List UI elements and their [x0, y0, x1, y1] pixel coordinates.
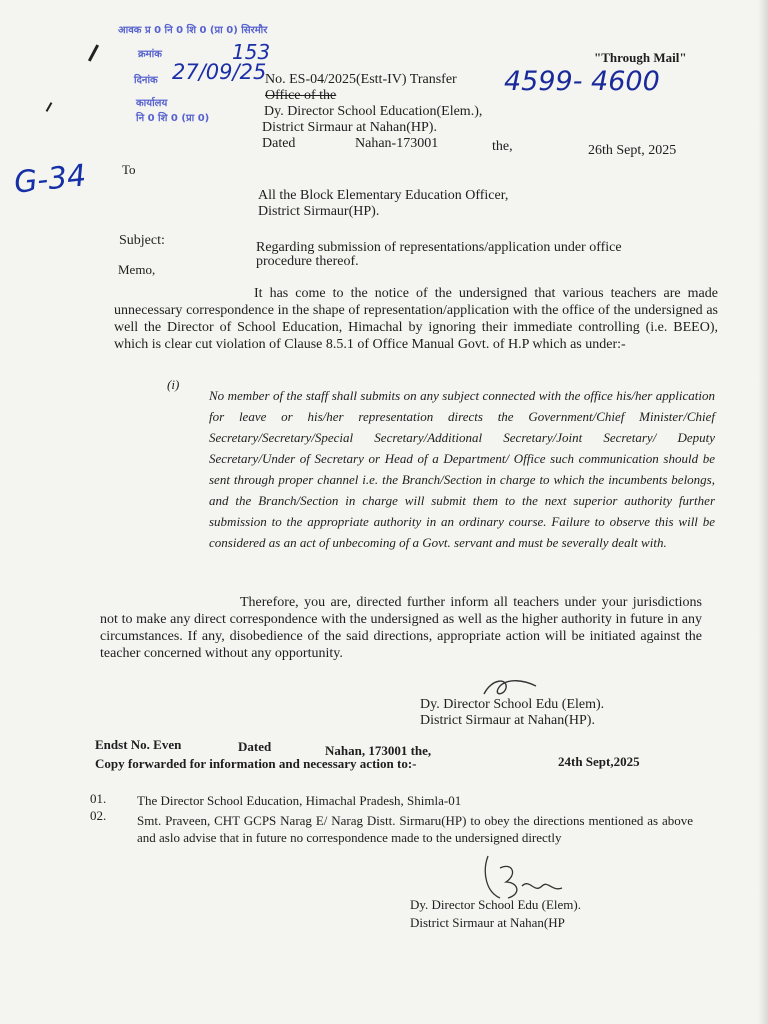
endorsement-dated: Dated [238, 739, 272, 754]
page-edge-shadow [758, 0, 768, 1024]
endorsement-date: 24th Sept,2025 [558, 754, 640, 769]
addressee-line1: All the Block Elementary Education Officer, [258, 188, 509, 203]
subject-line2: procedure thereof. [256, 254, 359, 269]
endorsement-number: Endst No. Even [95, 737, 182, 752]
handwritten-number-range: 4599- 4600 [504, 66, 660, 97]
copy-forwarded-line: Copy forwarded for information and necessary action to:- [95, 756, 417, 771]
copy-item-number: 01. [90, 791, 107, 806]
receipt-stamp-line1: आवक प्र 0 नि 0 शि 0 (प्रा 0) सिरमौर [118, 25, 268, 36]
pen-mark [88, 44, 99, 61]
copy-item-text: Smt. Praveen, CHT GCPS Narag E/ Narag Distt. Sirmaru(HP) to obey the directions mentioned as above and aslo advise that in future no correspondence made to the undersigned directly [137, 813, 693, 845]
dated-the: the, [492, 139, 513, 154]
clause-marker: (i) [167, 377, 180, 392]
signatory-title-2: Dy. Director School Edu (Elem). [410, 897, 581, 912]
letter-date: 26th Sept, 2025 [588, 143, 677, 158]
office-district: District Sirmaur at Nahan(HP). [262, 120, 437, 135]
copy-item-text: The Director School Education, Himachal Pradesh, Shimla-01 [137, 793, 462, 808]
memo-label: Memo, [118, 262, 156, 277]
addressee-line2: District Sirmaur(HP). [258, 204, 380, 219]
subject-label: Subject: [119, 233, 165, 248]
receipt-stamp-line5: नि 0 शि 0 (प्रा 0) [136, 113, 210, 124]
office-name: Dy. Director School Education(Elem.), [264, 104, 483, 119]
subject-line1: Regarding submission of representations/application under office [256, 240, 622, 255]
body-paragraph-2: Therefore, you are, directed further inform all teachers under your jurisdictions not to make any direct correspondence with the undersigned as well as the higher authority in future in any circumstances. If any, disobedience of the said directions, appropriate action will be initiated against the teacher concerned without any opportunity. [100, 595, 702, 661]
receipt-stamp-line3: दिनांक [134, 75, 158, 86]
receipt-date: 27/09/25 [172, 60, 267, 84]
to-label: To [122, 162, 136, 177]
body-paragraph-1: It has come to the notice of the undersigned that various teachers are made unnecessary correspondence in the shape of representation/application with the office of the undersigned as well the Director of School Education, Himachal by ignoring their immediate controlling (i.e. BEEO), which is clear cut violation of Clause 8.5.1 of Office Manual Govt. of H.P which as under:- [114, 286, 718, 352]
copy-item-number: 02. [90, 808, 107, 823]
reference-number: No. ES-04/2025(Estt-IV) Transfer [265, 72, 457, 87]
through-mail-label: "Through Mail" [594, 50, 687, 65]
handwritten-file-code: G-34 [12, 158, 88, 201]
endorsement-place: Nahan, 173001 the, [325, 743, 432, 758]
pen-mark [46, 102, 53, 112]
signatory-district-2: District Sirmaur at Nahan(HP [410, 915, 565, 930]
office-line: Office of the [265, 88, 337, 103]
diary-number: 153 [232, 40, 271, 64]
clause-text: No member of the staff shall submits on any subject connected with the office his/her application for leave or his/her representation directs the Government/Chief Minister/Chief Secretary/Secretary/Special Secretary/Additional Secretary/Joint Secretary/ Deputy Secretary/Under of Secretary or Head of a Department/ Office such communication should be sent through proper channel i.e. the Branch/Section in charge to which the incumbents belongs, and the Branch/Section in charge will submit them to the next superior authority further submission to the appropriate authority in an ordinary course. Failure to observe this will be considered as an act of unbecoming of a Govt. servant and must be severally dealt with. [209, 388, 715, 550]
receipt-stamp-line4: कार्यालय [136, 98, 168, 109]
dated-label: Dated [262, 136, 296, 151]
signatory-title-1: Dy. Director School Edu (Elem). [420, 697, 605, 712]
receipt-stamp-line2: क्रमांक [138, 49, 162, 60]
dated-place: Nahan-173001 [355, 136, 439, 151]
signatory-district-1: District Sirmaur at Nahan(HP). [420, 713, 595, 728]
